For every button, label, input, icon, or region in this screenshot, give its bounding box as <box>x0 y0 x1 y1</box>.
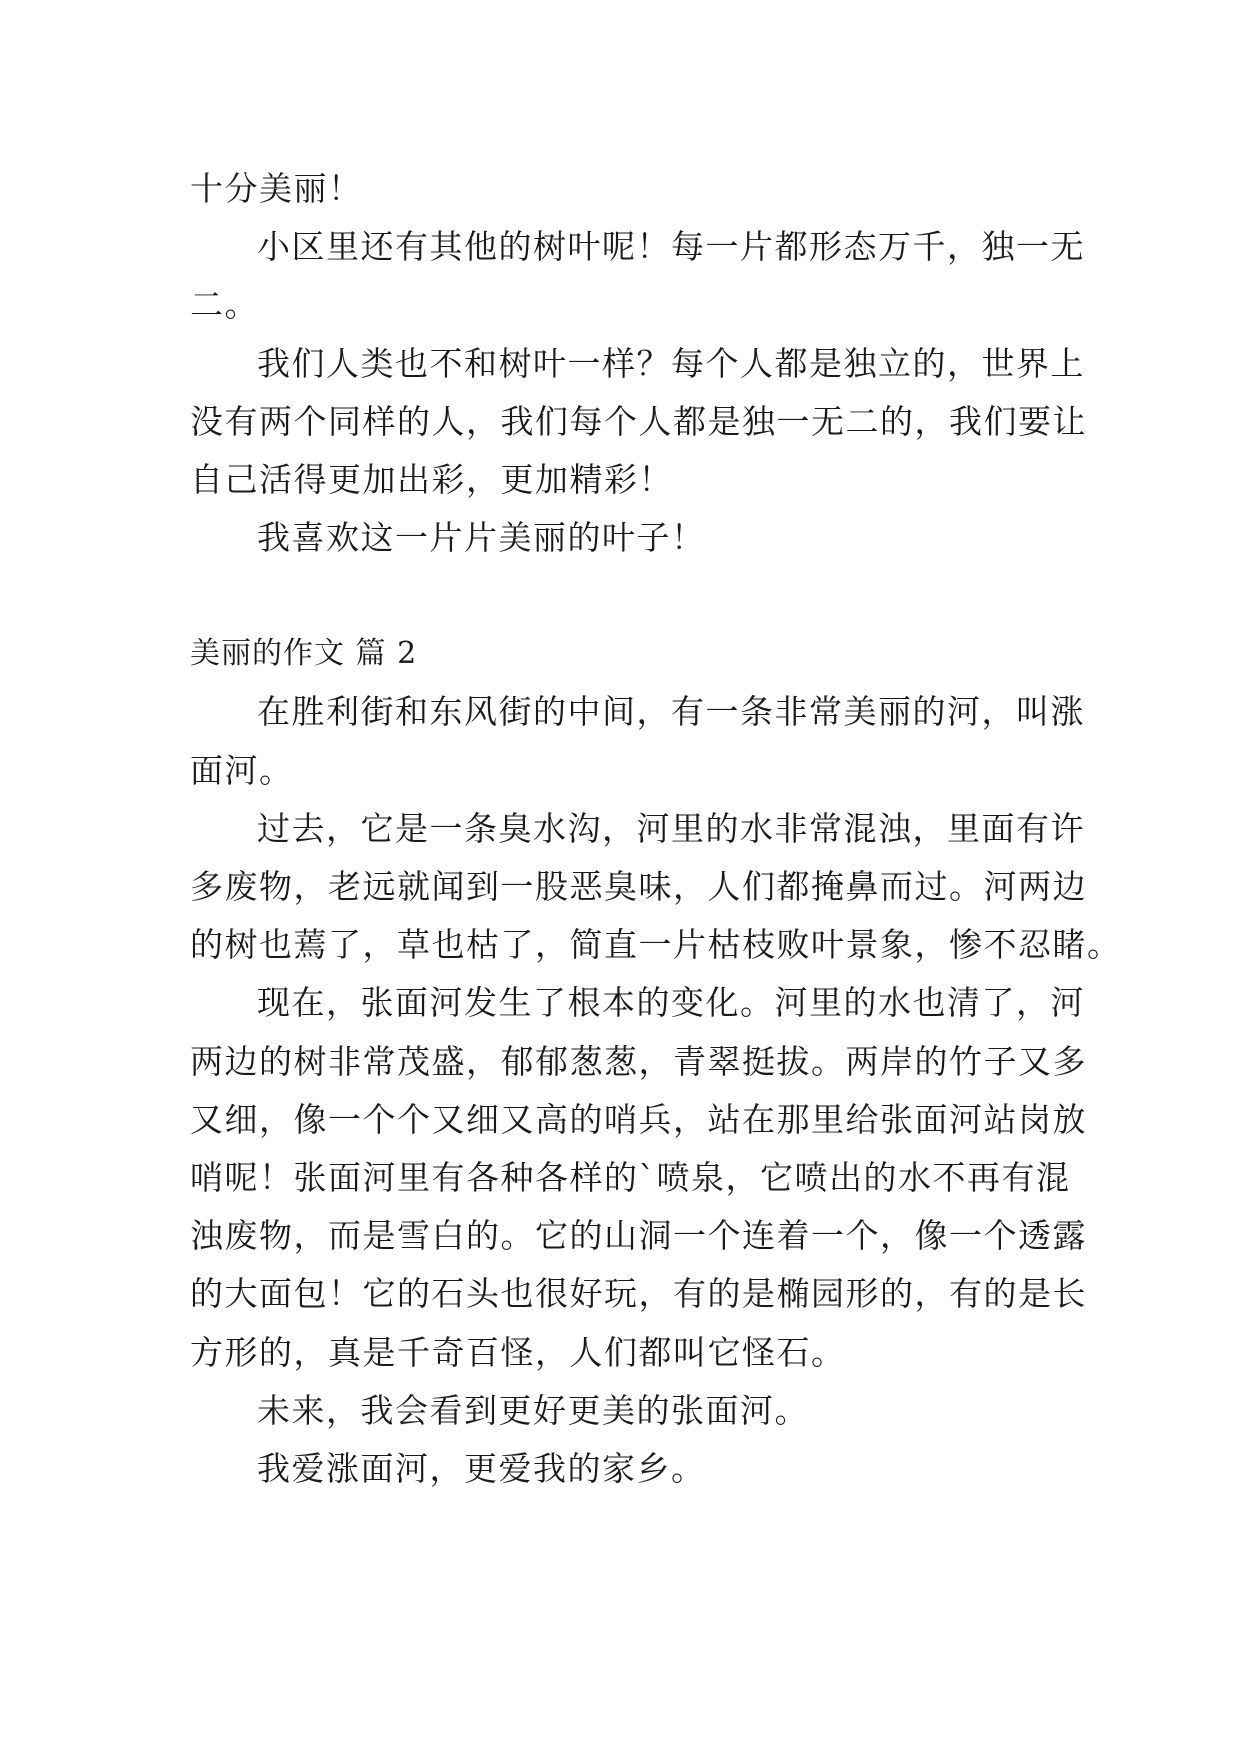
paragraph-line: 面河。 <box>190 750 294 790</box>
paragraph-line: 过去，它是一条臭水沟，河里的水非常混浊，里面有许 <box>257 808 1085 848</box>
paragraph-line: 方形的，真是千奇百怪，人们都叫它怪石。 <box>190 1332 846 1372</box>
paragraph-line: 我爱涨面河，更爱我的家乡。 <box>257 1449 706 1489</box>
paragraph-line: 二。 <box>190 285 259 325</box>
paragraph-line: 的大面包！它的石头也很好玩，有的是椭园形的，有的是长 <box>190 1274 1087 1314</box>
paragraph-line: 我们人类也不和树叶一样？每个人都是独立的，世界上 <box>257 343 1085 383</box>
section-spacer <box>190 567 1060 625</box>
section-heading: 美丽的作文 篇 2 <box>190 636 418 672</box>
paragraph-line: 的树也蔫了，草也枯了，简直一片枯枝败叶景象，惨不忍睹。 <box>190 925 1122 965</box>
paragraph-line: 哨呢！张面河里有各种各样的`喷泉，它喷出的水不再有混 <box>190 1158 1071 1198</box>
paragraph-line: 又细，像一个个又细又高的哨兵，站在那里给张面河站岗放 <box>190 1099 1087 1139</box>
document-page <box>190 160 1122 1498</box>
paragraph-line: 小区里还有其他的树叶呢！每一片都形态万千，独一无 <box>257 227 1085 267</box>
paragraph-line: 在胜利街和东风街的中间，有一条非常美丽的河，叫涨 <box>257 692 1085 732</box>
paragraph-line: 我喜欢这一片片美丽的叶子！ <box>257 518 706 558</box>
paragraph-line: 两边的树非常茂盛，郁郁葱葱，青翠挺拔。两岸的竹子又多 <box>190 1041 1087 1081</box>
paragraph-line: 浊废物，而是雪白的。它的山洞一个连着一个，像一个透露 <box>190 1216 1087 1256</box>
paragraph-line: 现在，张面河发生了根本的变化。河里的水也清了，河 <box>257 983 1085 1023</box>
paragraph-line: 自己活得更加出彩，更加精彩！ <box>190 460 673 500</box>
paragraph-line: 十分美丽！ <box>190 169 363 208</box>
paragraph-line: 没有两个同样的人，我们每个人都是独一无二的，我们要让 <box>190 401 1087 441</box>
paragraph-line: 多废物，老远就闻到一股恶臭味，人们都掩鼻而过。河两边 <box>190 867 1087 907</box>
paragraph-line: 未来，我会看到更好更美的张面河。 <box>257 1390 809 1430</box>
